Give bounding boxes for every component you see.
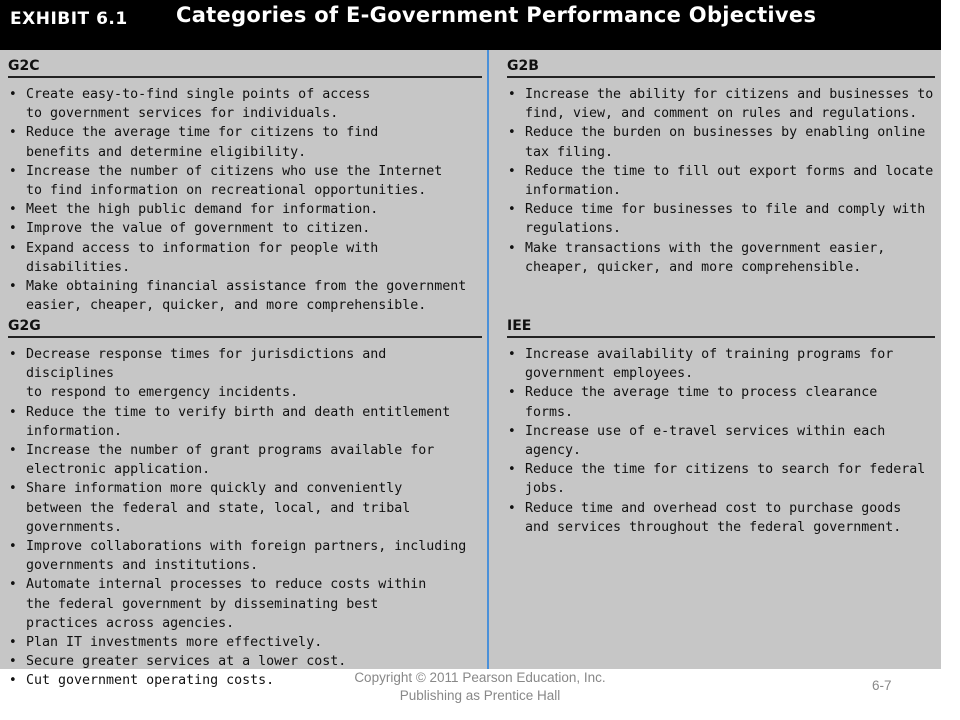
objective-text-line: • Improve collaborations with foreign partners, including	[26, 539, 467, 555]
objective-item	[8, 345, 482, 403]
objective-list	[8, 85, 482, 315]
objective-text-line: agency.	[525, 443, 582, 459]
objective-text-line: between the federal and state, local, and tribal	[26, 500, 411, 516]
objective-text-line: • Reduce the burden on businesses by enabling online	[525, 125, 926, 141]
objective-text-line: • Share information more quickly and conveniently	[26, 481, 403, 497]
objective-text-line: • Meet the high public demand for information.	[26, 202, 379, 218]
quadrant-heading: G2G	[8, 318, 41, 334]
objective-item	[8, 575, 482, 633]
objective-text-line: • Reduce the time to verify birth and death entitlement	[26, 404, 451, 420]
objective-item	[507, 383, 935, 421]
objective-text-line: to respond to emergency incidents.	[26, 385, 299, 401]
objective-text-line: • Improve the value of government to citizen.	[26, 221, 371, 237]
objective-text-line: jobs.	[525, 481, 566, 497]
quadrant-heading: G2C	[8, 58, 40, 74]
heading-rule	[507, 336, 935, 338]
objective-text-line: information.	[525, 183, 622, 199]
objective-text-line: • Increase availability of training programs for	[525, 347, 894, 362]
copyright-notice	[330, 669, 630, 705]
objective-text-line: information.	[26, 423, 123, 439]
objective-item	[8, 200, 482, 219]
objective-item	[8, 441, 482, 479]
objective-text-line: • Increase the number of grant programs available for	[26, 443, 435, 459]
quadrant-g2g	[8, 316, 482, 691]
objective-text-line: and services throughout the federal government.	[525, 519, 902, 535]
objective-text-line: • Reduce the time for citizens to search for federal	[525, 462, 926, 478]
objective-item	[507, 85, 935, 123]
objective-text-line: • Reduce the average time to process clearance	[525, 385, 878, 401]
objective-text-line: • Expand access to information for people with	[26, 240, 379, 256]
exhibit-header	[0, 0, 941, 50]
objective-text-line: • Create easy-to-find single points of access	[26, 87, 371, 102]
objective-item	[507, 123, 935, 161]
objective-list	[507, 345, 935, 537]
objective-text-line: disabilities.	[26, 259, 131, 275]
column-divider	[487, 50, 489, 669]
objective-item	[8, 162, 482, 200]
objective-item	[507, 162, 935, 200]
objective-item	[8, 633, 482, 652]
objective-list	[8, 345, 482, 691]
heading-rule	[507, 76, 935, 78]
objective-item	[507, 239, 935, 277]
objective-item	[8, 537, 482, 575]
objective-text-line: tax filing.	[525, 144, 614, 160]
objective-text-line: • Automate internal processes to reduce costs within	[26, 577, 427, 593]
objective-text-line: • Plan IT investments more effectively.	[26, 635, 323, 651]
objective-item	[507, 422, 935, 460]
objective-text-line: • Cut government operating costs.	[26, 673, 275, 689]
quadrant-heading: G2B	[507, 58, 539, 74]
objective-text-line: to government services for individuals.	[26, 106, 339, 122]
objective-item	[507, 345, 935, 383]
objective-text-line: benefits and determine eligibility.	[26, 144, 307, 160]
objective-list	[507, 85, 935, 277]
objective-item	[8, 123, 482, 161]
objective-text-line: • Make obtaining financial assistance from the government	[26, 279, 467, 295]
objective-text-line: government employees.	[525, 366, 694, 382]
objective-text-line: governments and institutions.	[26, 558, 259, 574]
quadrant-iee	[507, 316, 935, 537]
objective-text-line: • Reduce the average time for citizens to find	[26, 125, 379, 141]
objective-item	[8, 239, 482, 277]
objective-item	[507, 460, 935, 498]
objective-item	[8, 277, 482, 315]
copyright-line: Copyright © 2011 Pearson Education, Inc.	[354, 670, 606, 685]
slide-number: 6-7	[872, 678, 892, 693]
objective-text-line: forms.	[525, 404, 574, 420]
objective-text-line: • Secure greater services at a lower cost.	[26, 654, 347, 670]
objective-text-line: to find information on recreational opportunities.	[26, 183, 427, 199]
publisher-line: Publishing as Prentice Hall	[399, 688, 561, 703]
objective-text-line: easier, cheaper, quicker, and more comprehensible.	[26, 298, 427, 314]
objective-text-line: • Increase use of e-travel services within each	[525, 423, 886, 439]
objective-text-line: • Reduce time for businesses to file and comply with	[525, 202, 926, 218]
objective-text-line: • Make transactions with the government easier,	[525, 240, 886, 256]
objective-item	[8, 479, 482, 537]
objective-text-line: the federal government by disseminating best	[26, 596, 379, 612]
objective-text-line: cheaper, quicker, and more comprehensible.	[525, 259, 862, 275]
objective-text-line: electronic application.	[26, 462, 211, 478]
objective-item	[507, 200, 935, 238]
quadrant-g2c	[8, 56, 482, 315]
objective-text-line: • Increase the number of citizens who use the Internet	[26, 163, 443, 179]
objective-text-line: • Reduce the time to fill out export forms and locate	[525, 163, 934, 179]
objective-item	[8, 85, 482, 123]
objective-text-line: • Increase the ability for citizens and businesses to	[525, 87, 934, 102]
objective-text-line: find, view, and comment on rules and regulations.	[525, 106, 918, 122]
objective-item	[507, 499, 935, 537]
objective-text-line: • Reduce time and overhead cost to purchase goods	[525, 500, 902, 516]
objective-text-line: • Decrease response times for jurisdictions and disciplines	[26, 347, 387, 382]
heading-rule	[8, 336, 482, 338]
exhibit-number: EXHIBIT 6.1	[10, 9, 128, 29]
heading-rule	[8, 76, 482, 78]
objective-text-line: practices across agencies.	[26, 615, 235, 631]
objective-text-line: governments.	[26, 519, 123, 535]
exhibit-title: Categories of E-Government Performance Objectives	[176, 3, 817, 27]
objective-item	[8, 219, 482, 238]
quadrant-heading: IEE	[507, 318, 532, 334]
objective-item	[8, 403, 482, 441]
objective-text-line: regulations.	[525, 221, 622, 237]
quadrant-g2b	[507, 56, 935, 277]
